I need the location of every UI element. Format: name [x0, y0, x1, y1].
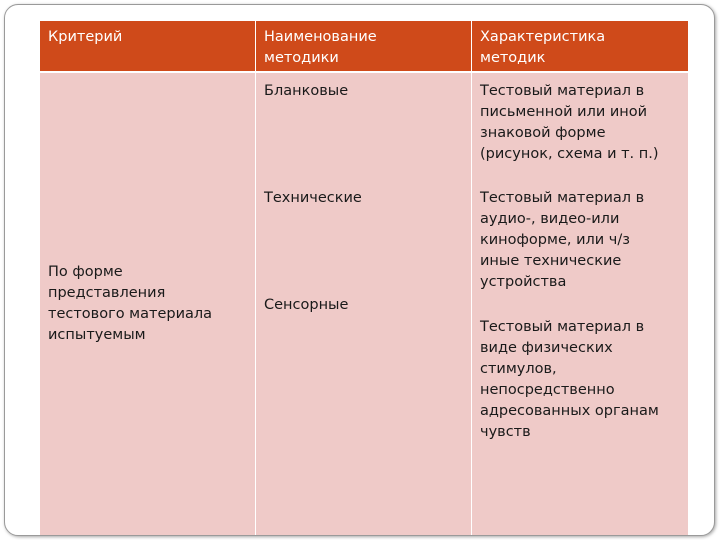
criterion-text: испытуемым — [48, 327, 146, 343]
method-description-blank: Тестовый материал в письменной или иной знаковой форме (рисунок, схема и т. п.) — [480, 83, 659, 162]
header-method-name — [256, 21, 472, 72]
header-method-characteristic — [472, 21, 689, 72]
header-text: Характеристика — [480, 29, 606, 45]
header-text: методики — [264, 50, 339, 66]
method-description-technical: Тестовый материал в аудио-, видео-или киноформе, или ч/з иные технические устройства — [480, 190, 645, 290]
method-name-sensory: Сенсорные — [264, 297, 349, 313]
criterion-text: представления — [48, 285, 166, 301]
header-text: методик — [480, 50, 546, 66]
criterion-cell — [40, 72, 256, 535]
methods-table — [39, 21, 689, 535]
header-text: Критерий — [48, 29, 123, 45]
method-name-technical: Технические — [264, 190, 362, 206]
method-names-cell — [256, 72, 472, 535]
header-text: Наименование — [264, 29, 377, 45]
table-row — [40, 72, 689, 535]
method-description-sensory: Тестовый материал в виде физических стимулов, непосредственно адресованных органам чувств — [480, 319, 659, 440]
header-criterion — [40, 21, 256, 72]
method-descriptions-cell — [472, 72, 689, 535]
criterion-text: По форме — [48, 264, 123, 280]
criterion-text: тестового материала — [48, 306, 213, 322]
table-header-row — [40, 21, 689, 72]
method-name-blank: Бланковые — [264, 83, 349, 99]
